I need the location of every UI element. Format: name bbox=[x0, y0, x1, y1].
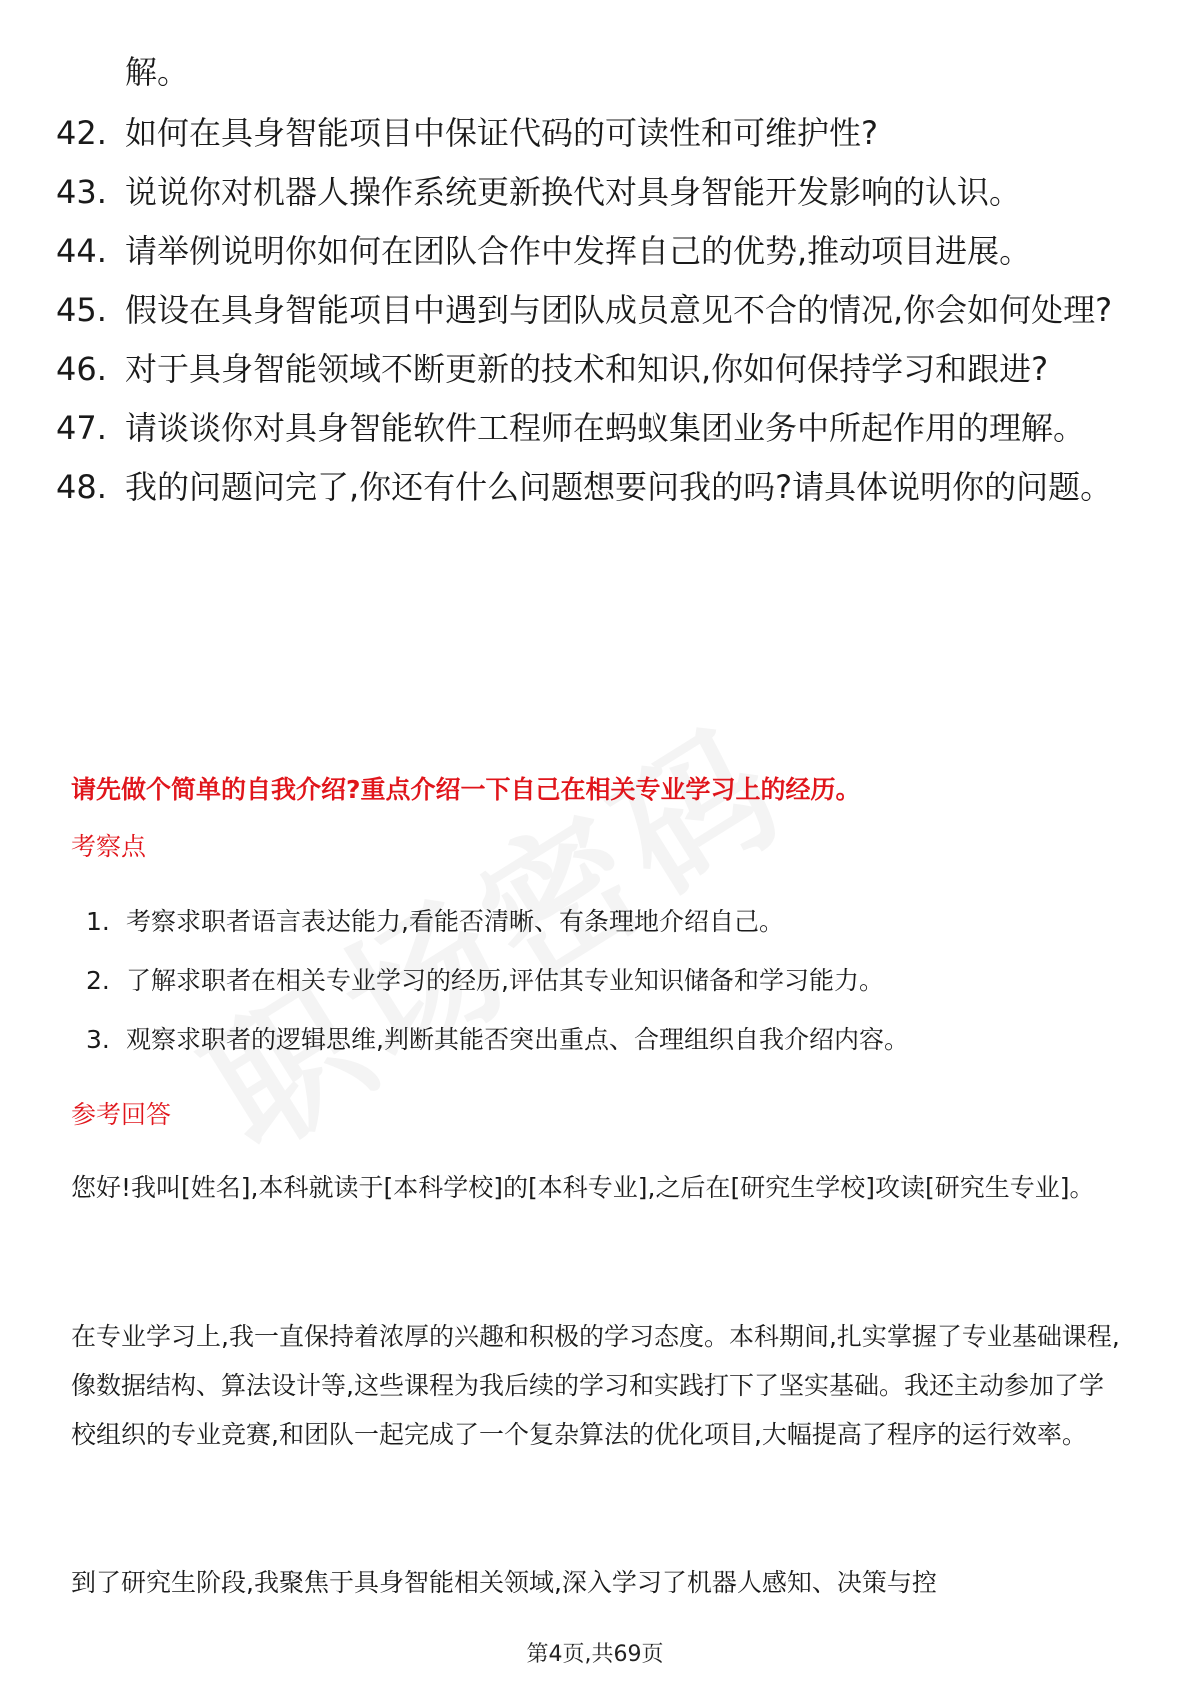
section-heading: 请先做个简单的自我介绍?重点介绍一下自己在相关专业学习上的经历。 bbox=[71, 775, 861, 804]
point-number: 3. bbox=[86, 1025, 110, 1054]
question-item bbox=[56, 289, 1126, 331]
point-item bbox=[86, 905, 909, 939]
answer-paragraph: 您好!我叫[姓名],本科就读于[本科学校]的[本科专业],之后在[研究生学校]攻读[研究生专业]。 bbox=[71, 1173, 1095, 1202]
page-footer: 第4页,共69页 bbox=[526, 1642, 664, 1667]
question-text: 假设在具身智能项目中遇到与团队成员意见不合的情况,你会如何处理? bbox=[125, 291, 1113, 329]
question-item bbox=[56, 407, 1126, 449]
point-text: 了解求职者在相关专业学习的经历,评估其专业知识储备和学习能力。 bbox=[126, 966, 884, 995]
question-number: 46. bbox=[56, 350, 107, 388]
question-item bbox=[56, 171, 1126, 213]
question-text: 说说你对机器人操作系统更新换代对具身智能开发影响的认识。 bbox=[125, 173, 1022, 211]
question-item bbox=[56, 230, 1126, 272]
question-item bbox=[56, 112, 1126, 154]
answer-label: 参考回答 bbox=[71, 1100, 172, 1129]
question-text: 请谈谈你对具身智能软件工程师在蚂蚁集团业务中所起作用的理解。 bbox=[125, 409, 1086, 447]
point-item bbox=[86, 964, 909, 998]
question-list bbox=[56, 112, 1126, 525]
answer-paragraph: 到了研究生阶段,我聚焦于具身智能相关领域,深入学习了机器人感知、决策与控 bbox=[71, 1568, 937, 1597]
point-text: 观察求职者的逻辑思维,判断其能否突出重点、合理组织自我介绍内容。 bbox=[126, 1025, 909, 1054]
question-item bbox=[56, 348, 1126, 390]
question-text: 请举例说明你如何在团队合作中发挥自己的优势,推动项目进展。 bbox=[125, 232, 1032, 270]
question-number: 44. bbox=[56, 232, 107, 270]
question-number: 43. bbox=[56, 173, 107, 211]
question-number: 42. bbox=[56, 114, 107, 152]
points-label: 考察点 bbox=[71, 832, 147, 861]
question-item bbox=[56, 466, 1126, 508]
point-text: 考察求职者语言表达能力,看能否清晰、有条理地介绍自己。 bbox=[126, 907, 784, 936]
question-text: 对于具身智能领域不断更新的技术和知识,你如何保持学习和跟进? bbox=[125, 350, 1049, 388]
point-number: 2. bbox=[86, 966, 110, 995]
question-number: 48. bbox=[56, 468, 107, 506]
question-continuation: 解。 bbox=[125, 53, 190, 91]
question-text: 我的问题问完了,你还有什么问题想要问我的吗?请具体说明你的问题。 bbox=[125, 468, 1113, 506]
question-text: 如何在具身智能项目中保证代码的可读性和可维护性? bbox=[125, 114, 878, 152]
point-item bbox=[86, 1023, 909, 1057]
answer-paragraph: 在专业学习上,我一直保持着浓厚的兴趣和积极的学习态度。本科期间,扎实掌握了专业基础课程,像数据结构、算法设计等,这些课程为我后续的学习和实践打下了坚实基础。我还主动参加了学校组织的专业竞赛,和团队一起完成了一个复杂算法的优化项目,大幅提高了程序的运行效率。 bbox=[71, 1322, 1120, 1449]
question-number: 47. bbox=[56, 409, 107, 447]
point-number: 1. bbox=[86, 907, 110, 936]
question-number: 45. bbox=[56, 291, 107, 329]
evaluation-points bbox=[86, 905, 909, 1082]
